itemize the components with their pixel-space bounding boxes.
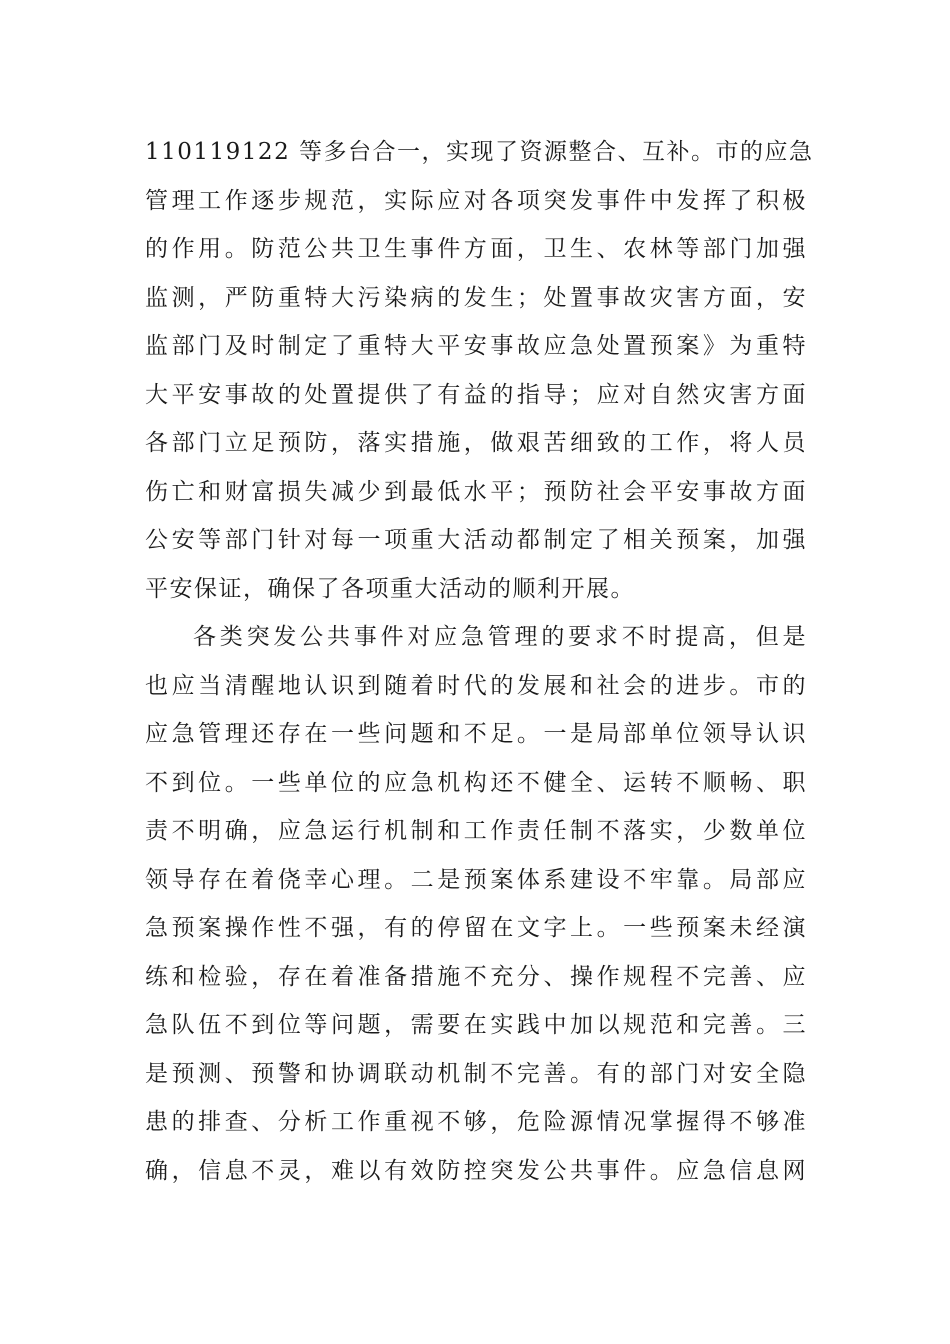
text-line: 伤亡和财富损失减少到最低水平；预防社会平安事故方面 (145, 478, 807, 505)
paragraph-2 (145, 613, 807, 1195)
text-line: 确，信息不灵，难以有效防控突发公共事件。应急信息网 (145, 1157, 807, 1184)
text-line: 也应当清醒地认识到随着时代的发展和社会的进步。市的 (145, 672, 807, 699)
paragraph-1 (145, 128, 814, 613)
text-line: 的作用。防范公共卫生事件方面，卫生、农林等部门加强 (145, 236, 807, 262)
text-line: 不到位。一些单位的应急机构还不健全、运转不顺畅、职 (145, 769, 807, 796)
text-line: 急队伍不到位等问题，需要在实践中加以规范和完善。三 (145, 1012, 807, 1038)
text-line: 监测，严防重特大污染病的发生；处置事故灾害方面，安 (145, 284, 807, 311)
text-line: 管理工作逐步规范，实际应对各项突发事件中发挥了积极 (145, 187, 807, 214)
document-body (145, 128, 814, 1195)
text-line: 监部门及时制定了重特大平安事故应急处置预案》为重特 (145, 333, 807, 359)
text-line: 各部门立足预防，落实措施，做艰苦细致的工作，将人员 (145, 430, 807, 456)
text-line: 练和检验，存在着准备措施不充分、操作规程不完善、应 (145, 963, 807, 990)
text-line: 大平安事故的处置提供了有益的指导；应对自然灾害方面 (145, 381, 807, 408)
text-line: 110119122 等多台合一，实现了资源整合、互补。市的应急 (145, 139, 814, 165)
text-line: 应急管理还存在一些问题和不足。一是局部单位领导认识 (145, 721, 807, 747)
text-line: 各类突发公共事件对应急管理的要求不时提高，但是 (193, 624, 807, 650)
text-line: 急预案操作性不强，有的停留在文字上。一些预案未经演 (145, 915, 807, 941)
text-line: 平安保证，确保了各项重大活动的顺利开展。 (145, 575, 635, 602)
text-line: 公安等部门针对每一项重大活动都制定了相关预案，加强 (145, 527, 807, 553)
text-line: 责不明确，应急运行机制和工作责任制不落实，少数单位 (145, 818, 807, 844)
text-line: 是预测、预警和协调联动机制不完善。有的部门对安全隐 (145, 1060, 807, 1087)
text-line: 患的排查、分析工作重视不够，危险源情况掌握得不够准 (145, 1109, 807, 1135)
text-line: 领导存在着侥幸心理。二是预案体系建设不牢靠。局部应 (145, 866, 807, 893)
